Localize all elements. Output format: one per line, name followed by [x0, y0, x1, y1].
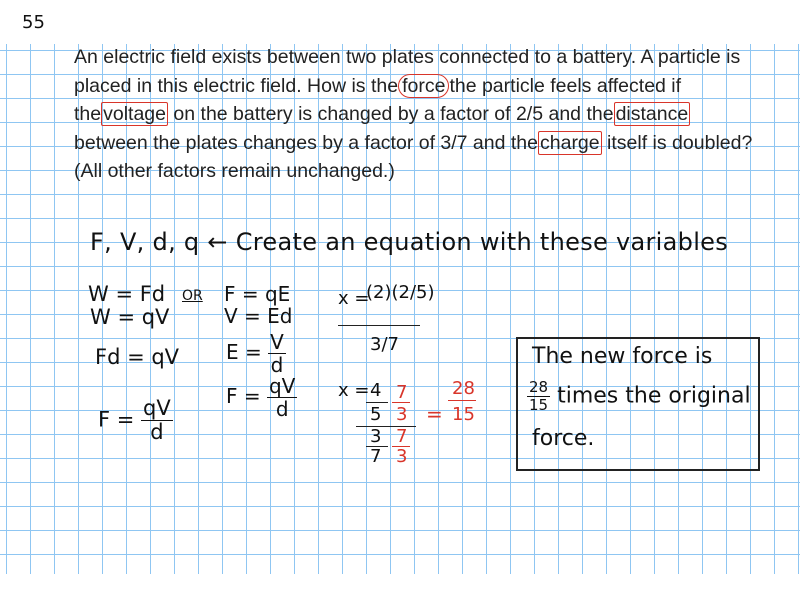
distance-highlight: distance	[615, 103, 689, 126]
red-multiplier-bottom-den: 3	[396, 446, 408, 467]
four-value: 4	[370, 380, 382, 401]
problem-statement	[74, 43, 754, 186]
equation-heading: F, V, d, q ← Create an equation with these variables	[90, 228, 729, 256]
inner-bar-1	[366, 402, 388, 403]
force-fraction-col1: $\frac{qV}{d}$	[143, 396, 171, 444]
equals-sign: =	[426, 402, 443, 426]
work-equation-fd: W = Fd	[88, 282, 166, 306]
red-multiplier-top-den: 3	[396, 404, 408, 425]
force-equals-qe: F = qE	[224, 282, 291, 306]
voltage-highlight: voltage	[103, 103, 166, 126]
page-number: 55	[22, 12, 45, 33]
problem-text-5: itself is doubled? (All other factors remain unchanged.)	[74, 131, 753, 183]
result-numerator: 28	[452, 378, 475, 399]
result-denominator: 15	[452, 404, 475, 425]
force-equation-col2: F = $\frac{qV}{d}$	[226, 374, 296, 421]
answer-line-1: The new force is	[532, 344, 713, 369]
page-top-margin	[0, 0, 800, 44]
problem-text-2: the particle feels affected if the	[74, 74, 682, 126]
x-fraction-bar-1	[338, 325, 420, 326]
field-equation: E = $\frac{V}{d}$	[226, 330, 284, 377]
voltage-equals-ed: V = Ed	[224, 304, 293, 328]
work-equation-qv: W = qV	[90, 305, 170, 329]
seven-value: 7	[370, 446, 382, 467]
x-label-2: x =	[338, 380, 370, 401]
problem-text-3: on the battery is changed by a factor of 2/5 and the	[173, 103, 614, 126]
answer-line-2: $\frac{28}{15}$ times the original	[529, 378, 751, 414]
force-highlight: force	[398, 74, 449, 98]
fd-equals-qv: Fd = qV	[95, 345, 180, 369]
three-value: 3	[370, 426, 382, 447]
force-fraction-col2: $\frac{qV}{d}$	[268, 374, 296, 421]
x-denominator: 3/7	[370, 334, 399, 355]
problem-text-4: between the plates changes by a factor of 3/7 and the	[74, 131, 538, 154]
red-multiplier-bottom-num: 7	[396, 426, 408, 447]
x-numerator: (2)(2/5)	[366, 282, 435, 303]
force-equation-col1: F = $\frac{qV}{d}$	[98, 396, 171, 444]
x-label-1: x =	[338, 288, 370, 309]
red-multiplier-top-num: 7	[396, 382, 408, 403]
red-multiplier-top-bar	[392, 402, 410, 403]
charge-highlight: charge	[540, 131, 600, 154]
result-fraction-bar	[448, 400, 476, 401]
or-label: OR	[182, 288, 203, 304]
problem-text-1: An electric field exists between two plates connected to a battery. A particle is placed in this electric field. How is the	[74, 46, 741, 97]
field-fraction: $\frac{V}{d}$	[270, 330, 284, 377]
page-bottom-margin	[0, 574, 800, 600]
answer-line-3: force.	[532, 426, 595, 451]
answer-fraction: $\frac{28}{15}$	[529, 378, 549, 414]
five-value: 5	[370, 404, 382, 425]
